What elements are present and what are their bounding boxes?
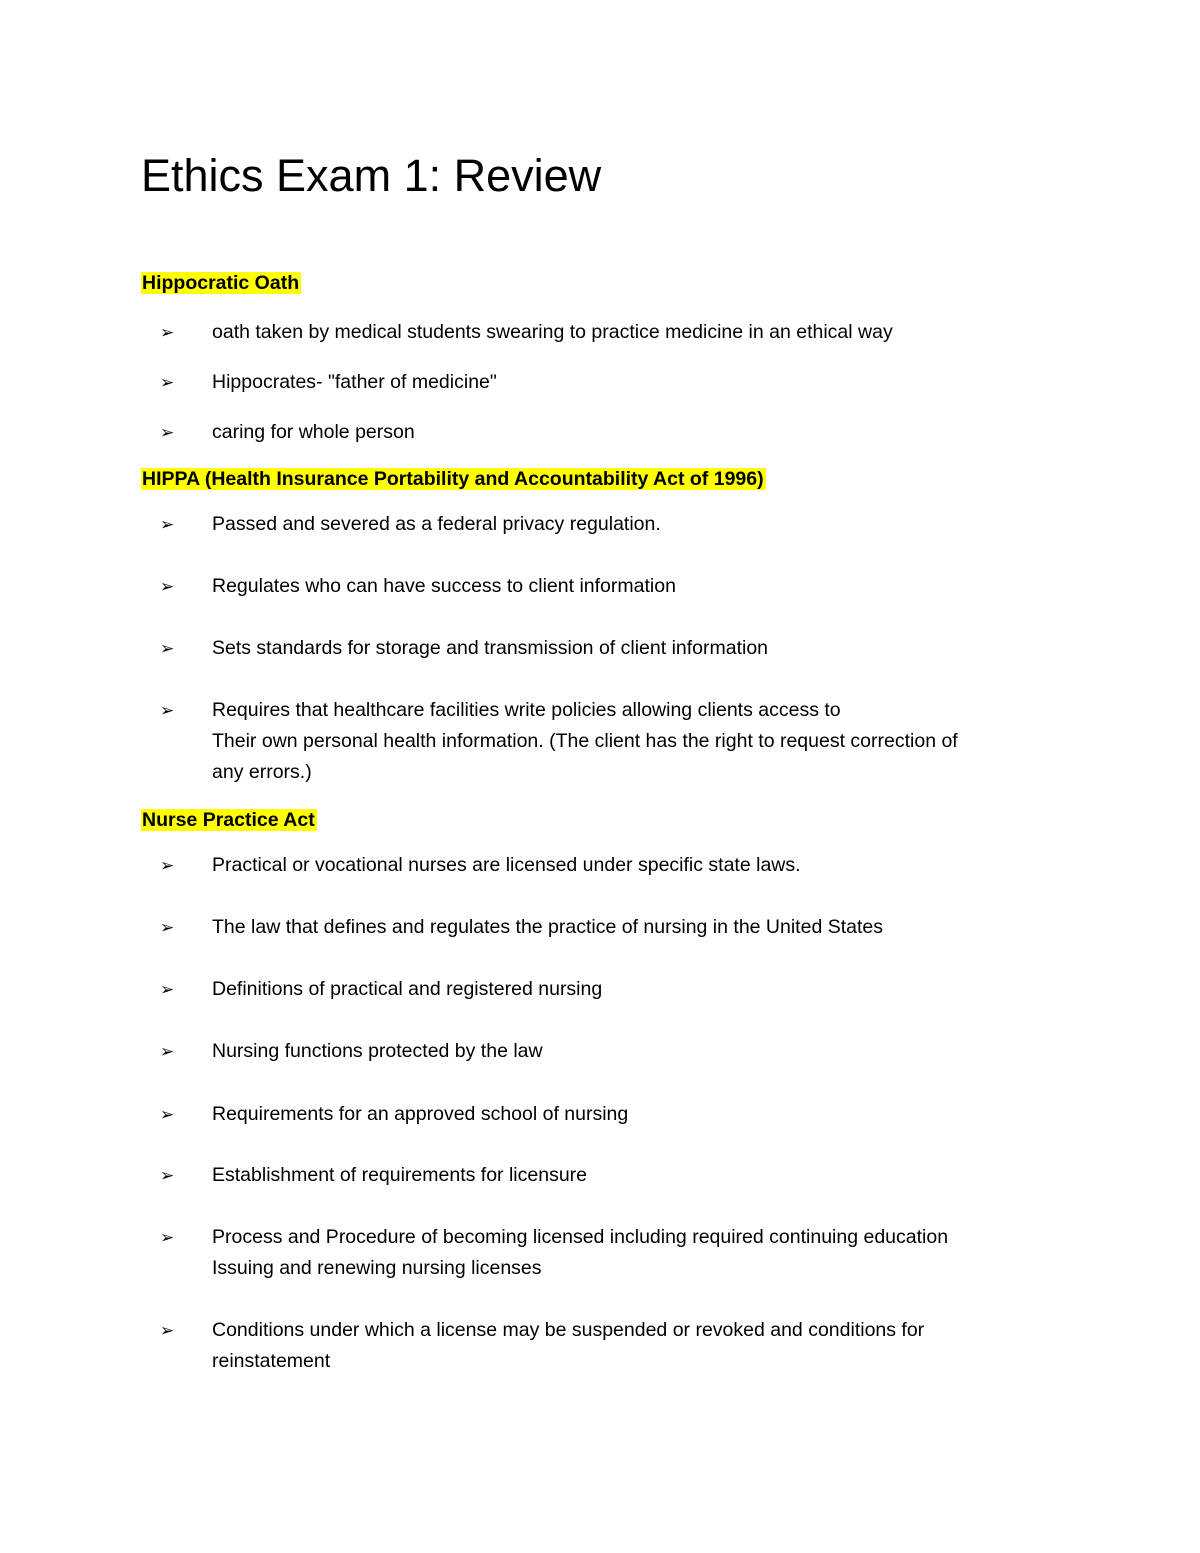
arrow-bullet-icon: ➢ — [160, 1166, 175, 1185]
list-item — [160, 1036, 1080, 1067]
highlighted-heading-text: HIPPA (Health Insurance Portability and Accountability Act of 1996) — [142, 468, 764, 490]
arrow-bullet-icon: ➢ — [160, 1228, 175, 1247]
arrow-bullet-icon: ➢ — [160, 701, 175, 720]
list-item — [160, 1315, 1080, 1377]
list-item — [160, 850, 1080, 881]
arrow-bullet-icon: ➢ — [160, 856, 175, 875]
list-item-text: Process and Procedure of becoming licensed including required continuing education — [212, 1226, 949, 1248]
arrow-bullet-icon: ➢ — [160, 1042, 175, 1061]
list-item — [160, 695, 1080, 788]
highlighted-heading-text: Nurse Practice Act — [142, 809, 315, 831]
list-item — [160, 417, 1080, 448]
list-item — [160, 509, 1080, 540]
list-item-text: Regulates who can have success to client information — [212, 575, 676, 597]
list-item — [160, 571, 1080, 602]
list-item-text: Nursing functions protected by the law — [212, 1040, 543, 1062]
highlighted-heading-text: Hippocratic Oath — [142, 272, 300, 294]
list-item-text: oath taken by medical students swearing to practice medicine in an ethical way — [212, 321, 893, 343]
list-item — [160, 367, 1080, 398]
list-item-text: Hippocrates- "father of medicine" — [212, 371, 497, 393]
arrow-bullet-icon: ➢ — [160, 373, 175, 392]
list-item-text: Requirements for an approved school of nursing — [212, 1103, 629, 1125]
list-item-text: Establishment of requirements for licensure — [212, 1164, 588, 1186]
list-item — [160, 1160, 1080, 1191]
list-item-text: caring for whole person — [212, 421, 415, 443]
list-item — [160, 633, 1080, 664]
list-item-text: The law that defines and regulates the practice of nursing in the United States — [212, 916, 883, 938]
section-heading-hippocratic-oath — [141, 270, 301, 296]
list-item — [160, 1099, 1080, 1130]
list-item — [160, 1222, 1080, 1284]
section-heading-hippa — [141, 466, 766, 492]
arrow-bullet-icon: ➢ — [160, 980, 175, 999]
document-title: Ethics Exam 1: Review — [141, 150, 602, 201]
list-item-text: Conditions under which a license may be suspended or revoked and conditions for — [212, 1319, 925, 1341]
list-item-text: Issuing and renewing nursing licenses — [212, 1257, 542, 1279]
list-item — [160, 974, 1080, 1005]
arrow-bullet-icon: ➢ — [160, 323, 175, 342]
list-item-text: Requires that healthcare facilities write policies allowing clients access to — [212, 699, 841, 721]
section-heading-nurse-practice-act — [141, 807, 317, 833]
arrow-bullet-icon: ➢ — [160, 1105, 175, 1124]
list-item-text: Sets standards for storage and transmission of client information — [212, 637, 769, 659]
arrow-bullet-icon: ➢ — [160, 515, 175, 534]
list-item-text: any errors.) — [212, 761, 312, 783]
list-item-text: Definitions of practical and registered nursing — [212, 978, 603, 1000]
list-item-text: Practical or vocational nurses are licensed under specific state laws. — [212, 854, 801, 876]
arrow-bullet-icon: ➢ — [160, 423, 175, 442]
list-item-text: Their own personal health information. (The client has the right to request correction of — [212, 730, 958, 752]
list-item-text: reinstatement — [212, 1350, 331, 1372]
arrow-bullet-icon: ➢ — [160, 639, 175, 658]
arrow-bullet-icon: ➢ — [160, 577, 175, 596]
list-item-text: Passed and severed as a federal privacy regulation. — [212, 513, 661, 535]
list-item — [160, 317, 1080, 348]
arrow-bullet-icon: ➢ — [160, 918, 175, 937]
list-item — [160, 912, 1080, 943]
arrow-bullet-icon: ➢ — [160, 1321, 175, 1340]
